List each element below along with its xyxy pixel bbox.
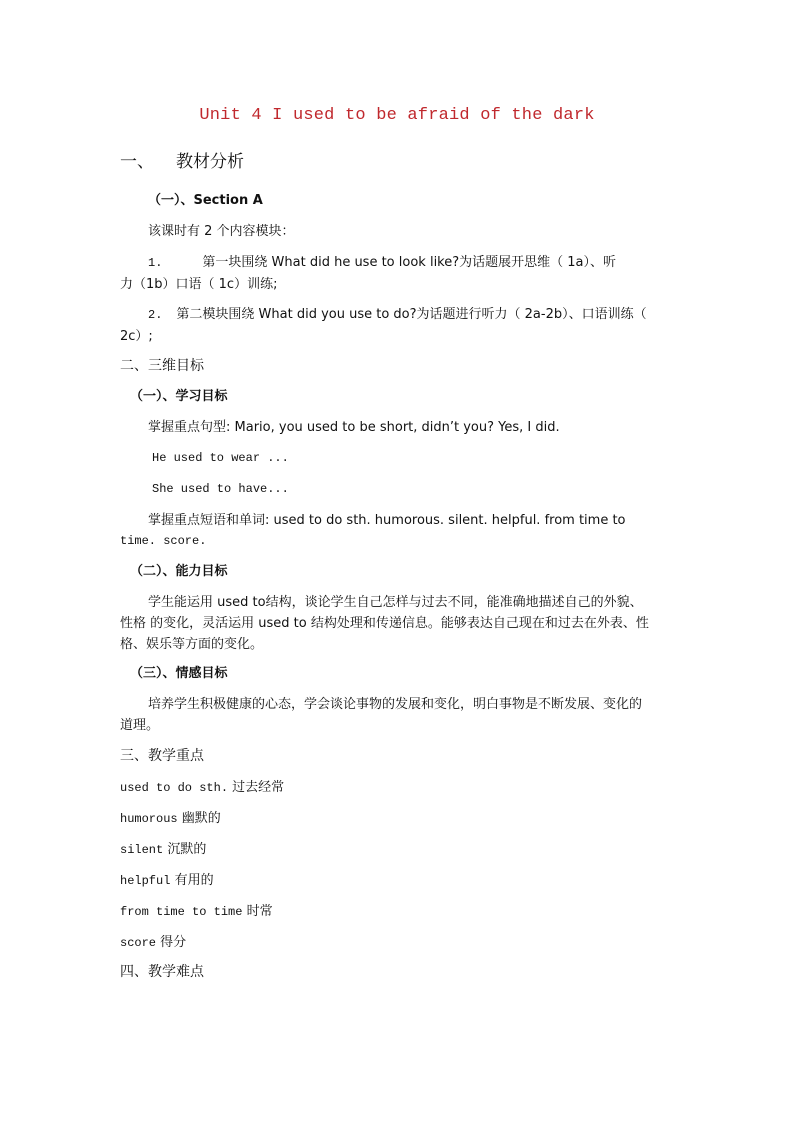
- key-point-en: silent: [120, 843, 164, 857]
- section-heading-4: 四、教学难点: [120, 964, 204, 980]
- key-point-zh: 沉默的: [167, 842, 207, 857]
- item-1-number: 1.: [148, 256, 163, 270]
- goal-2-paragraph: [120, 592, 676, 655]
- section-number: 一、: [120, 152, 154, 172]
- key-point-en: score: [120, 936, 157, 950]
- goal-2-line-2: 性格 的变化，灵活运用 used to 结构处理和传递信息。能够表达自己现在和过去在外表、性: [120, 616, 649, 631]
- goal-1-title: （一）、学习目标: [130, 389, 228, 404]
- item-1-line-2: 力（1b）口语（ 1c）训练;: [120, 277, 278, 292]
- key-point-zh: 过去经常: [232, 780, 285, 795]
- goal-1-example-1: He used to wear ...: [152, 451, 289, 465]
- goal-2-title: （二）、能力目标: [130, 564, 228, 579]
- section-label: 教材分析: [176, 152, 244, 172]
- section-heading-1: [120, 147, 244, 172]
- key-point-zh: 有用的: [174, 873, 214, 888]
- key-point-en: helpful: [120, 874, 171, 888]
- goal-3-paragraph: [120, 694, 676, 736]
- item-2: [120, 304, 676, 347]
- document-title: Unit 4 I used to be afraid of the dark: [199, 106, 595, 125]
- key-point-en: used to do sth.: [120, 781, 229, 795]
- goal-2-line-3: 格、娱乐等方面的变化。: [120, 637, 264, 652]
- key-point-row: [120, 777, 676, 799]
- goal-3-line-1: 培养学生积极健康的心态，学会谈论事物的发展和变化，明白事物是不断发展、变化的: [148, 697, 643, 712]
- subsection-section-a: （一）、Section A: [148, 193, 263, 208]
- goal-2-line-1: 学生能运用 used to结构，谈论学生自己怎样与过去不同，能准确地描述自己的外貌、: [148, 595, 643, 610]
- goal-1-words-line-1: 掌握重点短语和单词: used to do sth. humorous. silent. helpful. from time to: [148, 513, 626, 528]
- item-2-line-2: 2c）;: [120, 329, 153, 344]
- goal-3-title: （三）、情感目标: [130, 666, 228, 681]
- key-point-row: [120, 839, 676, 861]
- item-2-line-1: 第二模块围绕 What did you use to do?为话题进行听力（ 2a-2b）、口语训练（: [176, 307, 647, 322]
- goal-1-sentence-pattern: 掌握重点句型: Mario, you used to be short, didn’t you? Yes, I did.: [148, 420, 560, 435]
- goal-1-words-line-2: time. score.: [120, 534, 207, 548]
- item-1-line-1: 第一块围绕 What did he use to look like?为话题展开思维（ 1a）、听: [202, 255, 617, 270]
- section-heading-3: 三、教学重点: [120, 748, 204, 764]
- intro-line: 该课时有 2 个内容模块：: [148, 224, 295, 239]
- key-point-zh: 时常: [246, 904, 273, 919]
- key-point-row: [120, 870, 676, 892]
- goal-1-example-2: She used to have...: [152, 482, 289, 496]
- item-1: [120, 252, 676, 295]
- item-2-number: 2.: [148, 308, 163, 322]
- key-point-row: [120, 932, 676, 954]
- goal-3-line-2: 道理。: [120, 718, 160, 733]
- key-point-en: humorous: [120, 812, 178, 826]
- key-point-row: [120, 901, 676, 923]
- key-point-zh: 幽默的: [181, 811, 221, 826]
- key-point-row: [120, 808, 676, 830]
- key-point-zh: 得分: [160, 935, 187, 950]
- goal-1-words: [120, 510, 676, 552]
- key-point-en: from time to time: [120, 905, 243, 919]
- section-heading-2: 二、三维目标: [120, 358, 204, 374]
